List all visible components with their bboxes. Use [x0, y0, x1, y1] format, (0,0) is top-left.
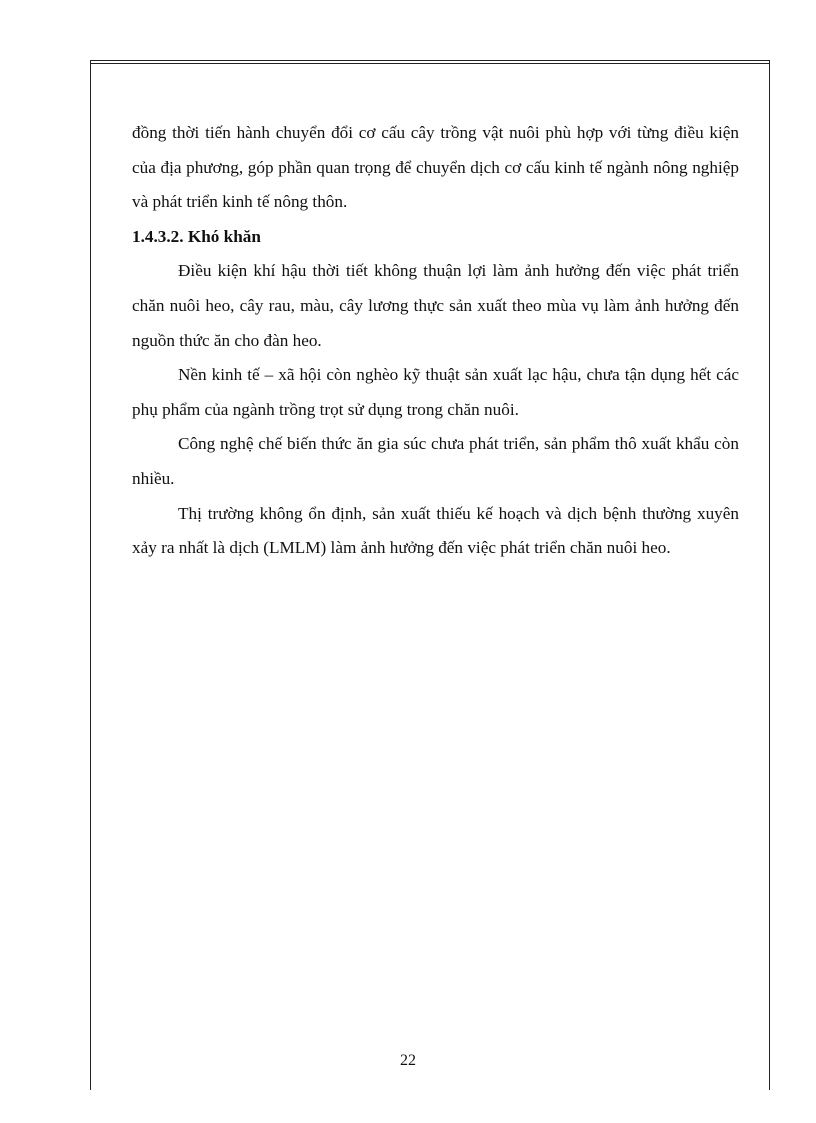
section-heading: 1.4.3.2. Khó khăn [132, 226, 261, 246]
document-body [132, 116, 739, 566]
page-border-right [769, 60, 770, 1090]
page-number: 22 [400, 1052, 416, 1069]
paragraph-economy: Nền kinh tế – xã hội còn nghèo kỹ thuật sản xuất lạc hậu, chưa tận dụng hết các phụ phẩm của ngành trồng trọt sử dụng trong chăn nuôi. [132, 365, 739, 419]
paragraph-climate: Điều kiện khí hậu thời tiết không thuận lợi làm ảnh hưởng đến việc phát triển chăn nuôi heo, cây rau, màu, cây lương thực sản xuất theo mùa vụ làm ảnh hưởng đến nguồn thức ăn cho đàn heo. [132, 261, 739, 350]
page-border-top [90, 60, 770, 61]
paragraph-feed-technology: Công nghệ chế biến thức ăn gia súc chưa phát triển, sản phẩm thô xuất khẩu còn nhiều. [132, 434, 739, 488]
page-border-top-double [90, 63, 770, 64]
page-border-left [90, 60, 91, 1090]
paragraph-market: Thị trường không ổn định, sản xuất thiếu kế hoạch và dịch bệnh thường xuyên xảy ra nhất là dịch (LMLM) làm ảnh hưởng đến việc phát triển chăn nuôi heo. [132, 503, 739, 558]
paragraph-continuation: đồng thời tiến hành chuyển đổi cơ cấu cây trồng vật nuôi phù hợp với từng điều kiện của địa phương, góp phần quan trọng để chuyển dịch cơ cấu kinh tế ngành nông nghiệp và phát triển kinh tế nông thôn. [132, 123, 739, 212]
